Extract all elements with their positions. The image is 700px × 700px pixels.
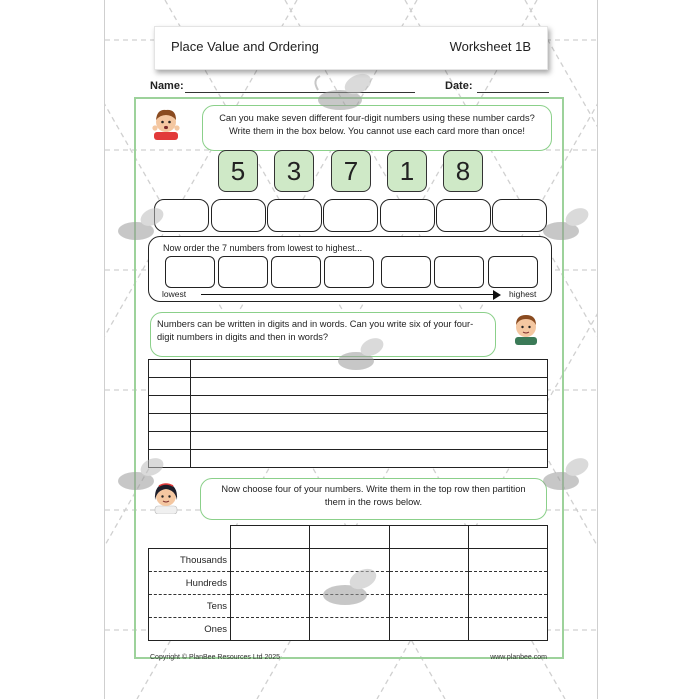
table-row <box>149 414 548 432</box>
instruction-bubble-3 <box>200 478 547 520</box>
highest-label: highest <box>509 289 537 299</box>
bee-watermark-icon <box>330 335 390 375</box>
number-card: 3 <box>274 150 314 192</box>
instruction-3-line-2: them in the rows below. <box>324 497 423 507</box>
instruction-1-line-1: Can you make seven different four-digit numbers using these number cards? <box>219 113 535 123</box>
words-cell[interactable] <box>191 450 548 468</box>
words-cell[interactable] <box>191 414 548 432</box>
partition-cell[interactable] <box>231 618 310 641</box>
row-label-ones: Ones <box>149 618 231 641</box>
number-card: 1 <box>387 150 427 192</box>
lowest-label: lowest <box>162 289 187 299</box>
copyright-text: Copyright © PlanBee Resources Ltd 2025 <box>150 654 281 661</box>
order-box[interactable] <box>488 256 538 288</box>
row-label-tens: Tens <box>149 595 231 618</box>
table-row <box>149 396 548 414</box>
partition-cell[interactable] <box>468 572 547 595</box>
date-field[interactable] <box>477 92 549 93</box>
partition-cell[interactable] <box>468 595 547 618</box>
number-entry-cell[interactable] <box>389 526 468 549</box>
partition-cell[interactable] <box>231 595 310 618</box>
website-text: www.planbee.com <box>490 654 547 661</box>
corner-cell <box>149 526 231 549</box>
answer-box[interactable] <box>323 199 378 232</box>
answer-box[interactable] <box>380 199 435 232</box>
name-field[interactable] <box>185 92 415 93</box>
digits-cell[interactable] <box>149 414 191 432</box>
partition-cell[interactable] <box>389 618 468 641</box>
row-label-hundreds: Hundreds <box>149 572 231 595</box>
number-entry-cell[interactable] <box>231 526 310 549</box>
boy-avatar-icon <box>151 106 181 140</box>
answer-box[interactable] <box>211 199 266 232</box>
digits-cell[interactable] <box>149 378 191 396</box>
row-label-thousands: Thousands <box>149 549 231 572</box>
instruction-bubble-2 <box>150 312 496 357</box>
worksheet-title: Place Value and Ordering <box>171 39 319 54</box>
worksheet-header <box>154 26 548 70</box>
words-cell[interactable] <box>191 432 548 450</box>
bee-watermark-icon <box>535 205 595 245</box>
worksheet-page <box>104 0 598 699</box>
table-row <box>149 450 548 468</box>
instruction-1-line-2: Write them in the box below. You cannot use each card more than once! <box>229 126 525 136</box>
partition-cell[interactable] <box>468 549 547 572</box>
worksheet-number: Worksheet 1B <box>449 39 531 54</box>
partition-cell[interactable] <box>468 618 547 641</box>
answer-box[interactable] <box>267 199 322 232</box>
instruction-3-line-1: Now choose four of your numbers. Write them in the top row then partition <box>221 484 526 494</box>
number-card: 8 <box>443 150 483 192</box>
answer-box[interactable] <box>436 199 491 232</box>
table-row <box>149 432 548 450</box>
ordering-title: Now order the 7 numbers from lowest to highest... <box>163 243 363 253</box>
table-row <box>149 526 548 549</box>
digits-cell[interactable] <box>149 432 191 450</box>
number-card: 7 <box>331 150 371 192</box>
order-box[interactable] <box>324 256 374 288</box>
digits-words-table <box>148 359 548 468</box>
digits-cell[interactable] <box>149 360 191 378</box>
order-box[interactable] <box>434 256 484 288</box>
bee-watermark-icon <box>110 205 170 245</box>
digits-cell[interactable] <box>149 396 191 414</box>
table-row <box>149 378 548 396</box>
table-row <box>149 618 548 641</box>
words-cell[interactable] <box>191 378 548 396</box>
number-card: 5 <box>218 150 258 192</box>
partition-cell[interactable] <box>389 595 468 618</box>
name-label: Name: <box>150 80 184 92</box>
order-arrow <box>201 294 495 295</box>
partition-cell[interactable] <box>389 549 468 572</box>
instruction-2-line-2: digit numbers in digits and then in words? <box>157 332 329 342</box>
order-box[interactable] <box>165 256 215 288</box>
bee-watermark-icon <box>110 455 170 495</box>
order-box[interactable] <box>218 256 268 288</box>
partition-cell[interactable] <box>231 549 310 572</box>
bee-watermark-icon <box>315 565 385 610</box>
bee-watermark-icon <box>310 70 380 115</box>
instruction-2-line-1: Numbers can be written in digits and in words. Can you write six of your four- <box>157 319 474 329</box>
number-entry-cell[interactable] <box>468 526 547 549</box>
boy-avatar-icon <box>511 311 541 345</box>
bee-watermark-icon <box>535 455 595 495</box>
partition-cell[interactable] <box>389 572 468 595</box>
words-cell[interactable] <box>191 396 548 414</box>
arrow-right-icon <box>493 290 501 300</box>
partition-cell[interactable] <box>231 572 310 595</box>
order-box[interactable] <box>381 256 431 288</box>
partition-cell[interactable] <box>310 618 389 641</box>
number-entry-cell[interactable] <box>310 526 389 549</box>
date-label: Date: <box>445 80 473 92</box>
order-box[interactable] <box>271 256 321 288</box>
